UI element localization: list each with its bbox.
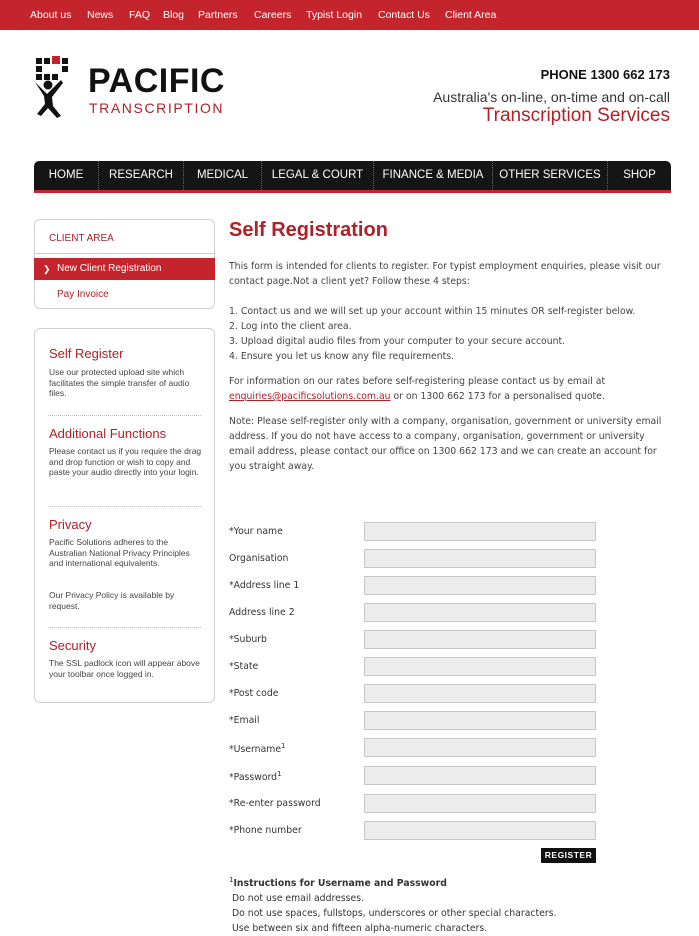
register-button[interactable]: REGISTER	[541, 848, 596, 863]
sidebar-item-new-client-registration[interactable]	[34, 258, 215, 280]
header-tagline: Australia's on-line, on-time and on-call	[433, 89, 670, 105]
step-item: 4. Ensure you let us know any file requirements.	[229, 351, 455, 362]
instruction-line: Use between six and fifteen alpha-numeric characters.	[232, 923, 488, 935]
state-input[interactable]	[364, 657, 596, 676]
re-enter-password-input[interactable]	[364, 794, 596, 813]
nav-legal-court[interactable]: LEGAL & COURT	[262, 161, 374, 190]
info-heading-security: Security	[49, 638, 96, 653]
chevron-right-icon: ❯	[43, 264, 51, 274]
nav-medical[interactable]: MEDICAL	[184, 161, 262, 190]
step-item: 3. Upload digital audio files from your computer to your secure account.	[229, 336, 566, 347]
top-bar	[0, 0, 699, 30]
header-tagline-services: Transcription Services	[482, 105, 670, 126]
your-name-input[interactable]	[364, 522, 596, 541]
nav-finance-media[interactable]: FINANCE & MEDIA	[374, 161, 493, 190]
footnote-marker: 1	[229, 876, 234, 884]
logo-mark-icon[interactable]	[33, 56, 73, 118]
logo-text-pacific[interactable]: PACIFIC	[88, 62, 225, 100]
label-your-name: *Your name	[229, 526, 283, 537]
divider	[48, 627, 201, 628]
rates-text-outro: or on 1300 662 173 for a personalised quote.	[390, 391, 605, 402]
instruction-line: Do not use email addresses.	[232, 893, 365, 905]
divider	[34, 253, 215, 254]
footnote-marker: 1	[277, 770, 282, 778]
address-line-1-input[interactable]	[364, 576, 596, 595]
footnote-marker: 1	[281, 742, 286, 750]
nav-shop[interactable]: SHOP	[623, 169, 656, 181]
label-post-code: *Post code	[229, 688, 279, 699]
enquiries-email-link[interactable]: enquiries@pacificsolutions.com.au	[229, 391, 391, 402]
client-area-title: CLIENT AREA	[49, 233, 114, 244]
header-phone: PHONE 1300 662 173	[540, 67, 670, 82]
suburb-input[interactable]	[364, 630, 596, 649]
address-line-2-input[interactable]	[364, 603, 596, 622]
top-link-partners[interactable]: Partners	[198, 9, 238, 21]
top-link-careers[interactable]: Careers	[254, 9, 292, 21]
phone-number-input[interactable]	[364, 821, 596, 840]
sidebar-item-pay-invoice[interactable]: Pay Invoice	[57, 289, 109, 300]
label-state: *State	[229, 661, 259, 672]
top-link-typist-login[interactable]: Typist Login	[306, 9, 363, 21]
steps-list	[229, 304, 669, 364]
label-address-line-1: *Address line 1	[229, 580, 300, 591]
top-link-about-us[interactable]: About us	[30, 9, 72, 21]
rates-text	[229, 374, 669, 404]
info-text-privacy-policy: Our Privacy Policy is available by request.	[49, 590, 175, 611]
info-heading-additional-functions: Additional Functions	[49, 426, 167, 441]
intro-text: This form is intended for clients to register. For typist employment enquiries, please visit our contact page.Not a client yet? Follow these 4 steps:	[229, 261, 661, 287]
instructions-block	[229, 873, 557, 936]
nav-research[interactable]: RESEARCH	[99, 161, 184, 190]
label-email: *Email	[229, 715, 260, 726]
info-text-self-register: Use our protected upload site which facilitates the simple transfer of audio files.	[49, 367, 190, 398]
username-input[interactable]	[364, 738, 596, 757]
step-item: 2. Log into the client area.	[229, 321, 352, 332]
top-link-contact-us[interactable]: Contact Us	[378, 9, 430, 21]
label-password	[229, 770, 282, 783]
main-nav	[34, 161, 671, 193]
top-link-faq[interactable]: FAQ	[129, 9, 151, 21]
logo-text-transcription[interactable]: TRANSCRIPTION	[89, 100, 225, 116]
rates-text-intro: For information on our rates before self-registering please contact us by email at	[229, 376, 606, 387]
page-title: Self Registration	[229, 219, 388, 241]
nav-other-services[interactable]: OTHER SERVICES	[493, 161, 608, 190]
top-link-news[interactable]: News	[87, 9, 114, 21]
info-text-security: The SSL padlock icon will appear above your toolbar once logged in.	[49, 658, 200, 679]
info-heading-privacy: Privacy	[49, 517, 92, 532]
instructions-title-text: Instructions for Username and Password	[233, 878, 447, 890]
label-re-enter-password: *Re-enter password	[229, 798, 321, 809]
divider	[48, 415, 201, 416]
label-organisation: Organisation	[229, 553, 289, 564]
nav-home[interactable]: HOME	[34, 161, 99, 190]
post-code-input[interactable]	[364, 684, 596, 703]
label-phone-number: *Phone number	[229, 825, 302, 836]
email-input[interactable]	[364, 711, 596, 730]
password-input[interactable]	[364, 766, 596, 785]
label-username	[229, 742, 286, 755]
instructions-title	[229, 873, 557, 891]
info-text-privacy: Pacific Solutions adheres to the Australian National Privacy Principles and international equivalents.	[49, 537, 190, 568]
step-item: 1. Contact us and we will set up your account within 15 minutes OR self-register below.	[229, 306, 636, 317]
label-suburb: *Suburb	[229, 634, 267, 645]
label-password-text: *Password	[229, 772, 278, 784]
top-link-blog[interactable]: Blog	[163, 9, 185, 21]
note-text: Note: Please self-register only with a company, organisation, government or university email address. If you do not have access to a company, organisation, government or university email address, please contact our office on 1300 662 173 and we can create an account for you straight away.	[229, 416, 662, 472]
instruction-line: Do not use spaces, fullstops, underscores or other special characters.	[232, 908, 557, 920]
label-username-text: *Username	[229, 744, 282, 756]
info-heading-self-register: Self Register	[49, 346, 124, 361]
sidebar-item-label: New Client Registration	[57, 263, 162, 274]
label-address-line-2: Address line 2	[229, 607, 295, 618]
organisation-input[interactable]	[364, 549, 596, 568]
info-text-additional-functions: Please contact us if you require the drag and drop function or wish to copy and paste your audio directly into your login.	[49, 446, 202, 477]
top-link-client-area[interactable]: Client Area	[445, 9, 497, 21]
divider	[48, 506, 201, 507]
